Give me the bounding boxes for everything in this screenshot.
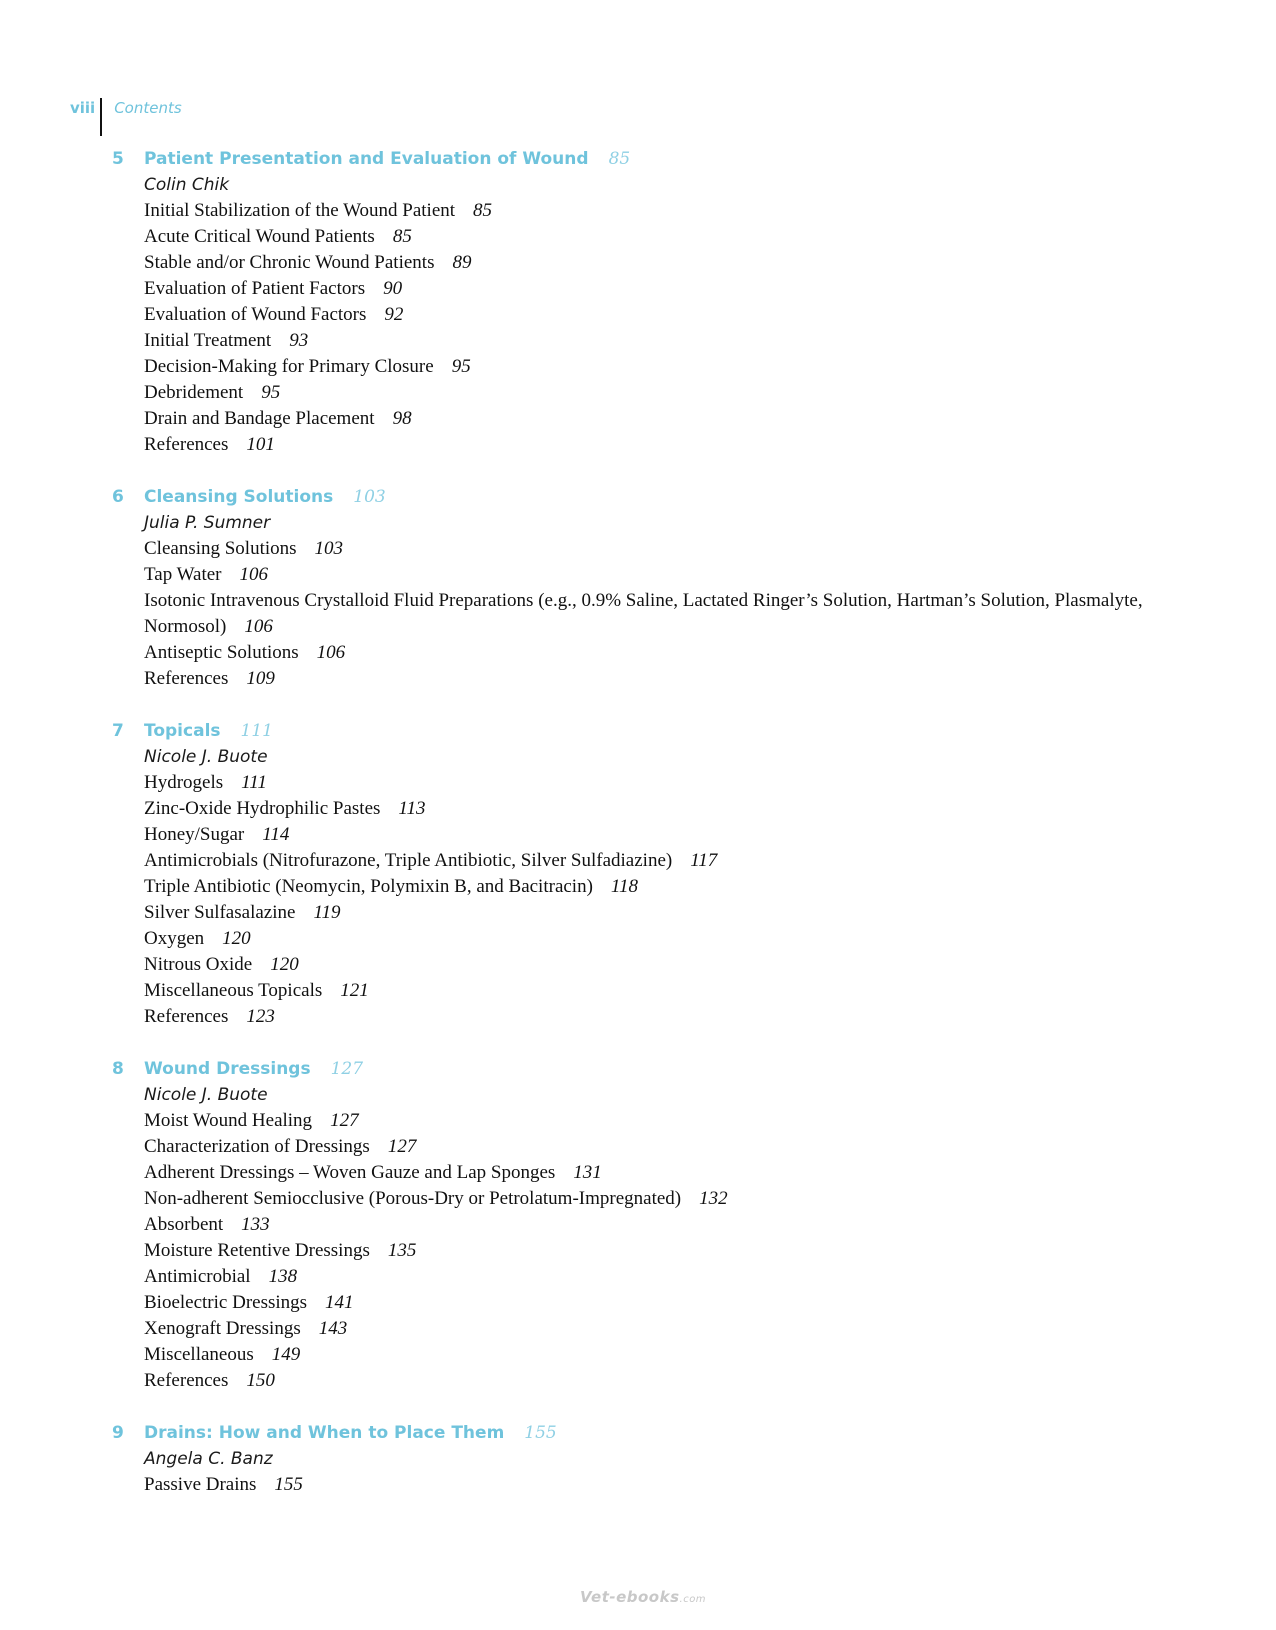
toc-entry[interactable] <box>144 848 1192 874</box>
toc-entry[interactable] <box>144 276 1192 302</box>
toc-chapter <box>112 1056 1192 1394</box>
entry-page-number: 98 <box>392 408 412 429</box>
entry-title: Acute Critical Wound Patients <box>144 226 375 247</box>
chapter-title[interactable]: Drains: How and When to Place Them <box>144 1423 505 1443</box>
toc-entry[interactable] <box>144 562 1192 588</box>
toc-entry[interactable] <box>144 1264 1192 1290</box>
entry-title: Tap Water <box>144 564 222 585</box>
entry-title: Initial Treatment <box>144 330 272 351</box>
chapter-heading[interactable] <box>112 1056 1192 1082</box>
toc-entry[interactable] <box>144 588 1192 640</box>
entry-page-number: 95 <box>261 382 281 403</box>
toc-chapter <box>112 146 1192 458</box>
entry-page-number: 101 <box>246 434 275 455</box>
toc-entry[interactable] <box>144 224 1192 250</box>
entry-title: Passive Drains <box>144 1474 257 1495</box>
toc-entry[interactable] <box>144 770 1192 796</box>
entry-page-number: 121 <box>340 980 369 1001</box>
toc-entry[interactable] <box>144 406 1192 432</box>
toc-entry[interactable] <box>144 1342 1192 1368</box>
chapter-title[interactable]: Topicals <box>144 721 221 741</box>
entry-page-number: 133 <box>241 1214 270 1235</box>
entry-page-number: 127 <box>330 1110 359 1131</box>
entry-title: Antimicrobial <box>144 1266 251 1287</box>
toc-entry[interactable] <box>144 198 1192 224</box>
running-head <box>70 98 182 136</box>
entry-page-number: 118 <box>610 876 639 897</box>
entry-page-number: 123 <box>246 1006 275 1027</box>
toc-entry[interactable] <box>144 1368 1192 1394</box>
entry-page-number: 149 <box>271 1344 301 1365</box>
chapter-entries <box>112 510 1192 692</box>
entry-title: Hydrogels <box>144 772 224 793</box>
chapter-page-number: 155 <box>524 1423 557 1443</box>
chapter-author: Nicole J. Buote <box>144 1085 268 1105</box>
entry-title: Initial Stabilization of the Wound Patient <box>144 200 456 221</box>
entry-page-number: 155 <box>274 1474 303 1495</box>
entry-title: Debridement <box>144 382 244 403</box>
chapter-entries <box>112 172 1192 458</box>
entry-title: Drain and Bandage Placement <box>144 408 375 429</box>
watermark-name: Vet-ebooks <box>580 1588 680 1606</box>
entry-title: Bioelectric Dressings <box>144 1292 308 1313</box>
entry-page-number: 143 <box>318 1318 348 1339</box>
chapter-author: Nicole J. Buote <box>144 747 268 767</box>
page-folio: viii <box>70 99 96 117</box>
entry-title: Cleansing Solutions <box>144 538 297 559</box>
running-head-title: Contents <box>114 99 182 117</box>
entry-title: Antiseptic Solutions <box>144 642 299 663</box>
toc-entry[interactable] <box>144 874 1192 900</box>
chapter-entries <box>112 744 1192 1030</box>
toc-entry[interactable] <box>144 302 1192 328</box>
chapter-number: 5 <box>112 149 124 169</box>
entry-title: Xenograft Dressings <box>144 1318 301 1339</box>
entry-page-number: 106 <box>244 616 273 637</box>
entry-title: Moist Wound Healing <box>144 1110 313 1131</box>
entry-page-number: 138 <box>268 1266 298 1287</box>
entry-title: Zinc-Oxide Hydrophilic Pastes <box>144 798 381 819</box>
entry-title: Nitrous Oxide <box>144 954 253 975</box>
entry-page-number: 117 <box>690 850 718 871</box>
entry-title: References <box>144 434 229 455</box>
entry-page-number: 92 <box>384 304 404 325</box>
entry-page-number: 120 <box>222 928 251 949</box>
entry-page-number: 141 <box>325 1292 354 1313</box>
toc-entry[interactable] <box>144 1160 1192 1186</box>
entry-title: Moisture Retentive Dressings <box>144 1240 370 1261</box>
entry-title: Non-adherent Semiocclusive (Porous-Dry or Petrolatum-Impregnated) <box>144 1188 682 1209</box>
toc-entry[interactable] <box>144 640 1192 666</box>
toc-entry[interactable] <box>144 796 1192 822</box>
entry-title: Evaluation of Patient Factors <box>144 278 366 299</box>
entry-page-number: 90 <box>383 278 403 299</box>
toc-entry[interactable] <box>144 1212 1192 1238</box>
entry-page-number: 111 <box>241 772 267 793</box>
chapter-heading[interactable] <box>112 1420 1192 1446</box>
chapter-heading[interactable] <box>112 484 1192 510</box>
toc-entry[interactable] <box>144 666 1192 692</box>
entry-page-number: 131 <box>573 1162 602 1183</box>
toc-chapter <box>112 484 1192 692</box>
chapter-author: Julia P. Sumner <box>144 513 271 533</box>
watermark-logo <box>580 1588 706 1606</box>
chapter-page-number: 127 <box>330 1059 364 1079</box>
entry-page-number: 114 <box>262 824 290 845</box>
entry-page-number: 150 <box>246 1370 275 1391</box>
chapter-title[interactable]: Wound Dressings <box>144 1059 311 1079</box>
chapter-page-number: 85 <box>608 149 631 169</box>
entry-page-number: 120 <box>270 954 299 975</box>
chapter-page-number: 103 <box>353 487 386 507</box>
entry-page-number: 106 <box>316 642 346 663</box>
toc-entry[interactable] <box>144 952 1192 978</box>
entry-page-number: 127 <box>387 1136 417 1157</box>
entry-title: References <box>144 1370 229 1391</box>
entry-title: References <box>144 668 229 689</box>
entry-page-number: 103 <box>314 538 344 559</box>
chapter-heading[interactable] <box>112 146 1192 172</box>
chapter-number: 7 <box>112 721 124 741</box>
table-of-contents <box>112 146 1192 1524</box>
entry-title: Honey/Sugar <box>144 824 245 845</box>
toc-entry[interactable] <box>144 536 1192 562</box>
entry-page-number: 109 <box>246 668 275 689</box>
toc-entry[interactable] <box>144 1108 1192 1134</box>
entry-title: Stable and/or Chronic Wound Patients <box>144 252 435 273</box>
chapter-page-number: 111 <box>240 721 273 741</box>
toc-entry[interactable] <box>144 1004 1192 1030</box>
entry-title: Triple Antibiotic (Neomycin, Polymixin B, and Bacitracin) <box>144 876 593 897</box>
header-rule <box>100 98 102 136</box>
entry-title: Miscellaneous Topicals <box>144 980 323 1001</box>
entry-title: Characterization of Dressings <box>144 1136 370 1157</box>
toc-entry[interactable] <box>144 354 1192 380</box>
toc-entry[interactable] <box>144 978 1192 1004</box>
entry-page-number: 113 <box>398 798 426 819</box>
toc-entry[interactable] <box>144 1238 1192 1264</box>
toc-entry[interactable] <box>144 1316 1192 1342</box>
watermark-suffix: .com <box>679 1594 707 1605</box>
chapter-number: 9 <box>112 1423 124 1443</box>
entry-page-number: 93 <box>289 330 309 351</box>
chapter-number: 8 <box>112 1059 124 1079</box>
toc-entry[interactable] <box>144 250 1192 276</box>
entry-page-number: 119 <box>313 902 341 923</box>
toc-entry[interactable] <box>144 1134 1192 1160</box>
chapter-author: Colin Chik <box>144 175 230 195</box>
entry-title: Isotonic Intravenous Crystalloid Fluid Preparations (e.g., 0.9% Saline, Lactated Ringer’s Solution, Hartman’s Solution, Plasmalyte, Normosol) <box>144 590 1143 637</box>
toc-entry[interactable] <box>144 926 1192 952</box>
entry-page-number: 85 <box>392 226 412 247</box>
entry-title: Miscellaneous <box>144 1344 254 1365</box>
entry-title: Decision-Making for Primary Closure <box>144 356 434 377</box>
toc-entry[interactable] <box>144 900 1192 926</box>
entry-page-number: 132 <box>699 1188 728 1209</box>
toc-entry[interactable] <box>144 1472 1192 1498</box>
entry-page-number: 95 <box>451 356 471 377</box>
toc-entry[interactable] <box>144 822 1192 848</box>
chapter-entries <box>112 1082 1192 1394</box>
toc-entry[interactable] <box>144 1290 1192 1316</box>
toc-entry[interactable] <box>144 432 1192 458</box>
chapter-heading[interactable] <box>112 718 1192 744</box>
entry-page-number: 135 <box>387 1240 417 1261</box>
toc-chapter <box>112 1420 1192 1498</box>
entry-title: References <box>144 1006 229 1027</box>
toc-chapter <box>112 718 1192 1030</box>
entry-title: Antimicrobials (Nitrofurazone, Triple Antibiotic, Silver Sulfadiazine) <box>144 850 673 871</box>
entry-title: Silver Sulfasalazine <box>144 902 296 923</box>
entry-page-number: 89 <box>452 252 472 273</box>
chapter-entries <box>112 1446 1192 1498</box>
entry-page-number: 106 <box>239 564 269 585</box>
chapter-author: Angela C. Banz <box>144 1449 273 1469</box>
entry-title: Oxygen <box>144 928 205 949</box>
chapter-title[interactable]: Cleansing Solutions <box>144 487 334 507</box>
toc-entry[interactable] <box>144 380 1192 406</box>
entry-title: Evaluation of Wound Factors <box>144 304 367 325</box>
chapter-title[interactable]: Patient Presentation and Evaluation of Wound <box>144 149 589 169</box>
toc-entry[interactable] <box>144 1186 1192 1212</box>
entry-title: Adherent Dressings – Woven Gauze and Lap Sponges <box>144 1162 556 1183</box>
chapter-number: 6 <box>112 487 124 507</box>
toc-entry[interactable] <box>144 328 1192 354</box>
entry-page-number: 85 <box>473 200 493 221</box>
entry-title: Absorbent <box>144 1214 224 1235</box>
